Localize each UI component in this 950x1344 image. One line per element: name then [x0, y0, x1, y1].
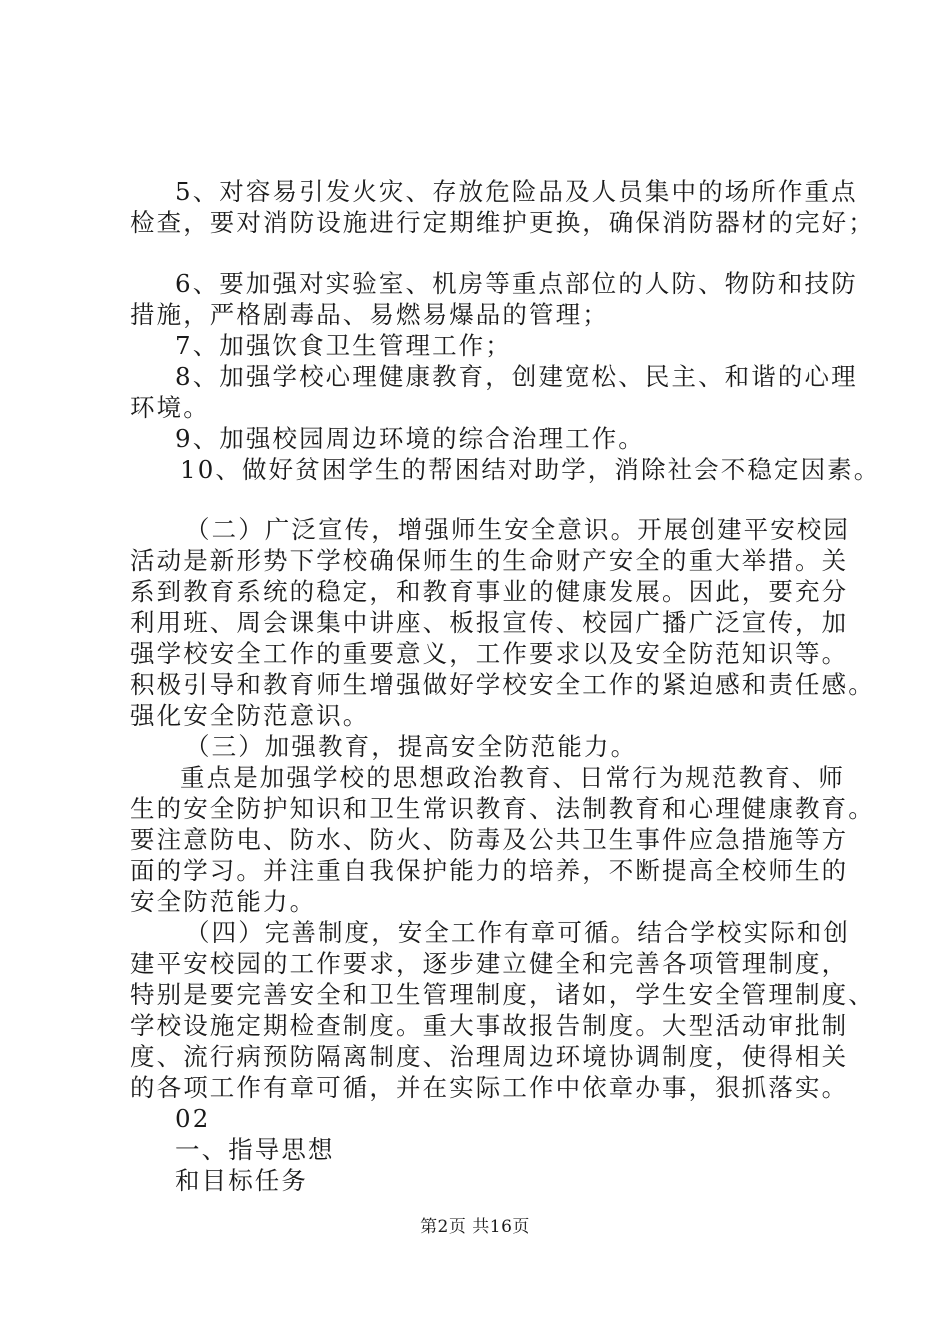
text-line: 检查，要对消防设施进行定期维护更换，确保消防器材的完好； — [130, 208, 875, 237]
text-line: 措施，严格剧毒品、易燃易爆品的管理； — [130, 300, 609, 329]
section-heading: （三）加强教育，提高安全防范能力。 — [185, 732, 638, 761]
text-line: 积极引导和教育师生增强做好学校安全工作的紧迫感和责任感。 — [130, 670, 875, 699]
text-line: 强化安全防范意识。 — [130, 701, 370, 730]
text-line: 6、要加强对实验室、机房等重点部位的人防、物防和技防 — [175, 269, 858, 298]
text-line: 特别是要完善安全和卫生管理制度，诸如，学生安全管理制度、 — [130, 980, 875, 1009]
text-line: 生的安全防护知识和卫生常识教育、法制教育和心理健康教育。 — [130, 794, 875, 823]
text-line: 学校设施定期检查制度。重大事故报告制度。大型活动审批制 — [130, 1011, 849, 1040]
text-line: 的各项工作有章可循，并在实际工作中依章办事，狠抓落实。 — [130, 1073, 849, 1102]
text-line: 环境。 — [130, 393, 210, 422]
text-line: 7、加强饮食卫生管理工作； — [175, 331, 512, 360]
section-number: 02 — [175, 1104, 211, 1133]
text-line: 系到教育系统的稳定，和教育事业的健康发展。因此，要充分 — [130, 577, 849, 606]
text-line: 要注意防电、防水、防火、防毒及公共卫生事件应急措施等方 — [130, 825, 849, 854]
text-line: 度、流行病预防隔离制度、治理周边环境协调制度，使得相关 — [130, 1042, 849, 1071]
text-line: 利用班、周会课集中讲座、板报宣传、校园广播广泛宣传，加 — [130, 608, 849, 637]
section-heading: （四）完善制度，安全工作有章可循。结合学校实际和创 — [185, 918, 850, 947]
section-heading: （二）广泛宣传，增强师生安全意识。开展创建平安校园 — [185, 515, 850, 544]
text-line: 9、加强校园周边环境的综合治理工作。 — [175, 424, 645, 453]
text-line: 活动是新形势下学校确保师生的生命财产安全的重大举措。关 — [130, 546, 849, 575]
text-line: 5、对容易引发火灾、存放危险品及人员集中的场所作重点 — [175, 177, 858, 206]
text-line: 10、做好贫困学生的帮困结对助学，消除社会不稳定因素。 — [180, 455, 881, 484]
text-line: 强学校安全工作的重要意义，工作要求以及安全防范知识等。 — [130, 639, 849, 668]
text-line: 8、加强学校心理健康教育，创建宽松、民主、和谐的心理 — [175, 362, 858, 391]
text-line: 重点是加强学校的思想政治教育、日常行为规范教育、师 — [180, 763, 845, 792]
text-line: 安全防范能力。 — [130, 887, 317, 916]
text-line: 建平安校园的工作要求，逐步建立健全和完善各项管理制度， — [130, 949, 849, 978]
section-heading: 一、指导思想 — [175, 1135, 335, 1164]
page-number-footer: 第2页 共16页 — [420, 1217, 530, 1237]
section-heading: 和目标任务 — [175, 1166, 308, 1195]
text-line: 面的学习。并注重自我保护能力的培养，不断提高全校师生的 — [130, 856, 849, 885]
